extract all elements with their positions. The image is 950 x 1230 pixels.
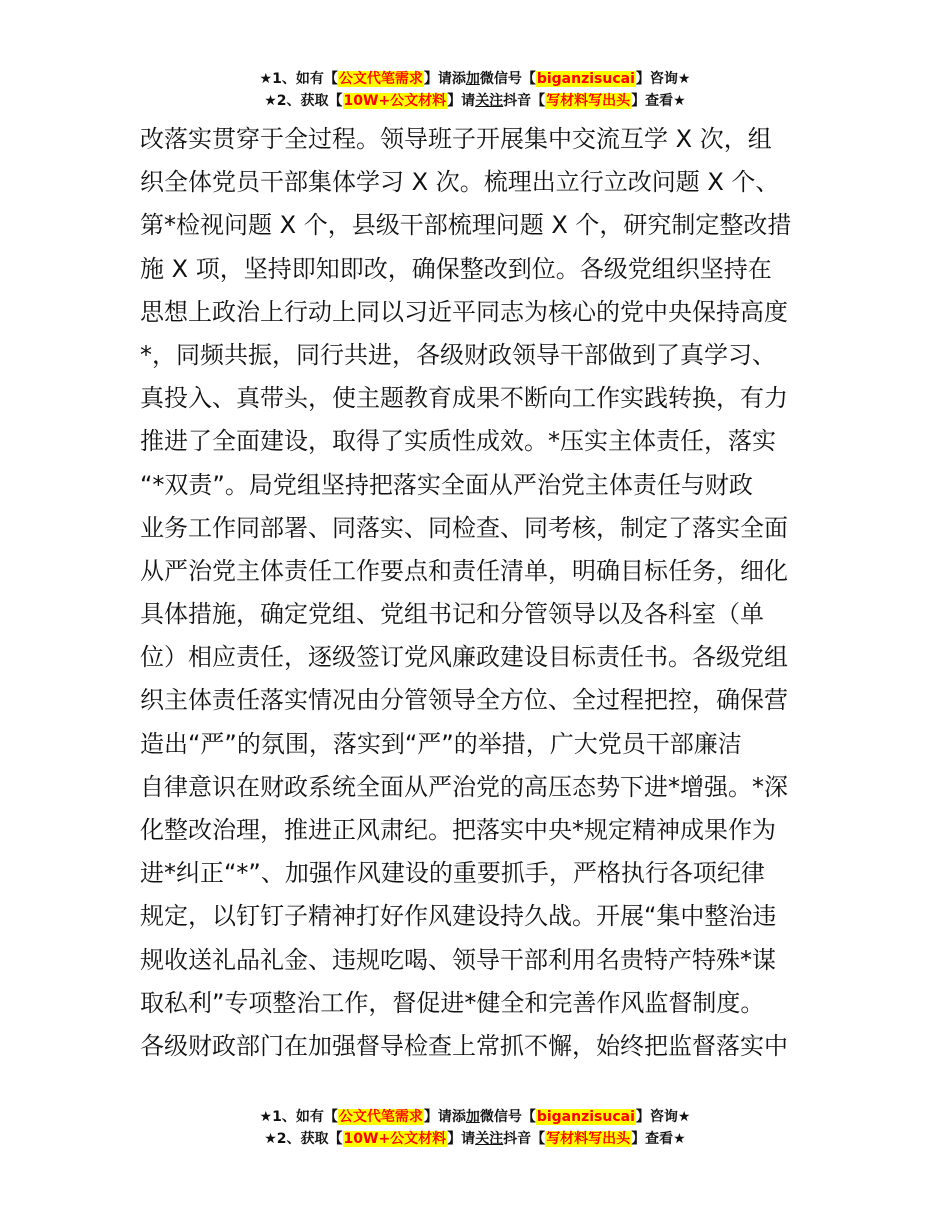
banner-text: 】咨询★ [635, 1109, 691, 1125]
banner-line-2 [0, 1128, 950, 1150]
highlight-materials: 10W+公文材料 [343, 1131, 447, 1147]
banner-text: 抖音【 [503, 1131, 546, 1147]
banner-text: 关注 [475, 93, 504, 109]
body-line: 各级财政部门在加强督导检查上常抓不懈，始终把监督落实中 [140, 1031, 788, 1060]
body-line: 具体措施，确定党组、党组书记和分管领导以及各科室（单 [140, 600, 764, 629]
highlight-wechat-id: biganzisucai [536, 1109, 635, 1125]
body-line: 化整改治理，推进正风肃纪。把落实中央*规定精神成果作为 [140, 816, 776, 844]
highlight-service: 公文代笔需求 [338, 1109, 423, 1125]
body-line: 取私利”专项整治工作，督促进*健全和完善作风监督制度。 [140, 988, 765, 1017]
banner-text: ★2、获取【 [264, 93, 343, 109]
banner-text: 】请添 [423, 71, 466, 87]
banner-text: 关注 [475, 1131, 504, 1147]
body-line: 第*检视问题 X 个，县级干部梳理问题 X 个，研究制定整改措 [140, 211, 792, 240]
body-line: 规收送礼品礼金、违规吃喝、领导干部利用名贵特产特殊*谋 [140, 945, 776, 974]
body-line: 改落实贯穿于全过程。领导班子开展集中交流互学 X 次，组 [140, 125, 772, 153]
body-line: 自律意识在财政系统全面从严治党的高压态势下进*增强。*深 [140, 772, 788, 801]
banner-text: 微信号【 [479, 71, 536, 87]
highlight-wechat-id: biganzisucai [536, 71, 635, 87]
banner-text: ★1、如有【 [259, 71, 338, 87]
header-banner [0, 68, 950, 112]
banner-text: 】咨询★ [635, 71, 691, 87]
footer-banner [0, 1106, 950, 1150]
banner-text: 微信号【 [479, 1109, 536, 1125]
highlight-materials: 10W+公文材料 [343, 93, 447, 109]
body-line: 规定，以钉钉子精神打好作风建设持久战。开展“集中整治违 [140, 902, 777, 931]
banner-text: 】查看★ [631, 1131, 686, 1147]
banner-line-1 [0, 1106, 950, 1128]
highlight-service: 公文代笔需求 [338, 71, 423, 87]
banner-text: 】请添 [423, 1109, 466, 1125]
body-line: 施 X 项，坚持即知即改，确保整改到位。各级党组织坚持在 [140, 254, 772, 283]
body-line: 织全体党员干部集体学习 X 次。梳理出立行立改问题 X 个、 [140, 168, 780, 197]
banner-text: 】查看★ [631, 93, 686, 109]
banner-text: ★2、获取【 [264, 1131, 343, 1147]
highlight-douyin-account: 写材料写出头 [546, 93, 631, 109]
body-line: 位）相应责任，逐级签订党风廉政建设目标责任书。各级党组 [140, 643, 788, 672]
banner-text: ★1、如有【 [259, 1109, 338, 1125]
body-line: 造出“严”的氛围，落实到“严”的举措，广大党员干部廉洁 [140, 729, 742, 758]
body-line: 推进了全面建设，取得了实质性成效。*压实主体责任，落实 [140, 427, 776, 456]
body-line: *，同频共振，同行共进，各级财政领导干部做到了真学习、 [140, 340, 776, 369]
banner-line-2 [0, 90, 950, 112]
banner-line-1 [0, 68, 950, 90]
document-body [140, 118, 820, 1068]
banner-text: 】请 [447, 1131, 476, 1147]
banner-text: 抖音【 [503, 93, 546, 109]
body-line: 进*纠正“*”、加强作风建设的重要抓手，严格执行各项纪律 [140, 859, 765, 888]
banner-text: 加 [465, 1109, 480, 1125]
highlight-douyin-account: 写材料写出头 [546, 1131, 631, 1147]
banner-text: 加 [465, 71, 480, 87]
body-line: 思想上政治上行动上同以习近平同志为核心的党中央保持高度 [140, 297, 788, 326]
banner-text: 】请 [447, 93, 476, 109]
body-line: 业务工作同部署、同落实、同检查、同考核，制定了落实全面 [140, 513, 788, 542]
body-line: 真投入、真带头，使主题教育成果不断向工作实践转换，有力 [140, 384, 788, 413]
body-line: 从严治党主体责任工作要点和责任清单，明确目标任务，细化 [140, 556, 788, 585]
body-line: 织主体责任落实情况由分管领导全方位、全过程把控，确保营 [140, 686, 788, 715]
body-line: “*双责”。局党组坚持把落实全面从严治党主体责任与财政 [140, 470, 753, 499]
